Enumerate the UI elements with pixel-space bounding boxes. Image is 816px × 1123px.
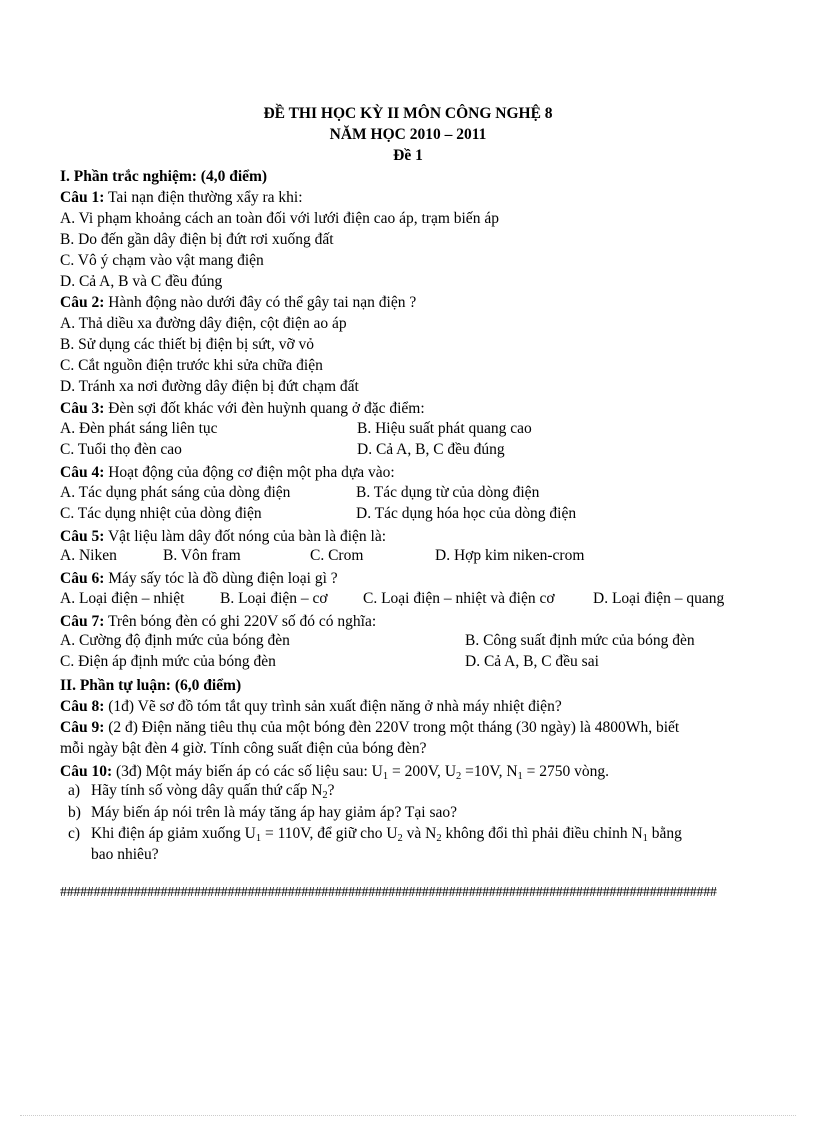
q10-a-marker: a)	[68, 782, 81, 799]
q5-option-c: C. Crom	[310, 547, 364, 564]
q1-option-b: B. Do đến gần dây điện bị đứt rơi xuống đất	[60, 231, 334, 248]
exam-variant: Đề 1	[393, 147, 423, 164]
q10-c-marker: c)	[68, 825, 81, 842]
q5-option-b: B. Vôn fram	[163, 547, 241, 564]
q7-option-c: C. Điện áp định mức của bóng đèn	[60, 653, 276, 670]
q3-option-b: B. Hiệu suất phát quang cao	[357, 420, 532, 437]
question-2: Câu 2: Hành động nào dưới đây có thể gây tai nạn điện ?	[60, 294, 417, 311]
question-3: Câu 3: Đèn sợi đốt khác với đèn huỳnh quang ở đặc điểm:	[60, 400, 425, 417]
q2-option-d: D. Tránh xa nơi đường dây điện bị đứt chạm đất	[60, 378, 359, 395]
q6-option-b: B. Loại điện – cơ	[220, 590, 328, 607]
footer-separator: ##################################################################################################	[60, 885, 717, 900]
q5-option-d: D. Hợp kim niken-crom	[435, 547, 585, 564]
q3-option-d: D. Cả A, B, C đều đúng	[357, 441, 505, 458]
q3-option-c: C. Tuổi thọ đèn cao	[60, 441, 182, 458]
q1-option-c: C. Vô ý chạm vào vật mang điện	[60, 252, 264, 269]
section2-title: II. Phần tự luận: (6,0 điểm)	[60, 677, 242, 694]
q6-option-c: C. Loại điện – nhiệt và điện cơ	[363, 590, 555, 607]
q7-option-a: A. Cường độ định mức của bóng đèn	[60, 632, 290, 649]
question-9: Câu 9: (2 đ) Điện năng tiêu thụ của một bóng đèn 220V trong một tháng (30 ngày) là 4800Wh, biết	[60, 719, 680, 736]
q4-option-d: D. Tác dụng hóa học của dòng điện	[356, 505, 577, 522]
q10-c-text: Khi điện áp giảm xuống U1 = 110V, để giữ cho U2 và N2 không đổi thì phải điều chỉnh N1 bằng	[91, 825, 682, 844]
q1-option-d: D. Cả A, B và C đều đúng	[60, 273, 223, 290]
question-7: Câu 7: Trên bóng đèn có ghi 220V số đó có nghĩa:	[60, 613, 377, 630]
question-10: Câu 10: (3đ) Một máy biến áp có các số liệu sau: U1 = 200V, U2 =10V, N1 = 2750 vòng.	[60, 763, 610, 782]
q6-option-a: A. Loại điện – nhiệt	[60, 590, 185, 607]
question-6: Câu 6: Máy sấy tóc là đồ dùng điện loại gì ?	[60, 570, 338, 587]
q10-c-text-cont: bao nhiêu?	[91, 846, 159, 863]
q6-option-d: D. Loại điện – quang	[593, 590, 725, 607]
q10-b-text: Máy biến áp nói trên là máy tăng áp hay giảm áp? Tại sao?	[91, 804, 457, 821]
q1-option-a: A. Vi phạm khoảng cách an toàn đối với lưới điện cao áp, trạm biến áp	[60, 210, 499, 227]
q7-option-d: D. Cả A, B, C đều sai	[465, 653, 599, 670]
q4-option-b: B. Tác dụng từ của dòng điện	[356, 484, 540, 501]
exam-year: NĂM HỌC 2010 – 2011	[329, 126, 487, 143]
q10-a-text: Hãy tính số vòng dây quấn thứ cấp N2?	[91, 782, 335, 801]
section1-title: I. Phần trắc nghiệm: (4,0 điểm)	[60, 168, 268, 185]
q10-b-marker: b)	[68, 804, 81, 821]
q2-option-a: A. Thả diều xa đường dây điện, cột điện ao áp	[60, 315, 347, 332]
q4-option-a: A. Tác dụng phát sáng của dòng điện	[60, 484, 291, 501]
q5-option-a: A. Niken	[60, 547, 117, 564]
question-1: Câu 1: Tai nạn điện thường xẩy ra khi:	[60, 189, 303, 206]
q2-option-c: C. Cắt nguồn điện trước khi sửa chữa điện	[60, 357, 323, 374]
q3-option-a: A. Đèn phát sáng liên tục	[60, 420, 218, 437]
question-9-cont: mỗi ngày bật đèn 4 giờ. Tính công suất điện của bóng đèn?	[60, 740, 427, 757]
question-8: Câu 8: (1đ) Vẽ sơ đồ tóm tắt quy trình sản xuất điện năng ở nhà máy nhiệt điện?	[60, 698, 562, 715]
q4-option-c: C. Tác dụng nhiệt của dòng điện	[60, 505, 262, 522]
q7-option-b: B. Công suất định mức của bóng đèn	[465, 632, 695, 649]
question-5: Câu 5: Vật liệu làm dây đốt nóng của bàn là điện là:	[60, 528, 387, 545]
page-bottom-rule	[20, 1115, 796, 1116]
question-4: Câu 4: Hoạt động của động cơ điện một pha dựa vào:	[60, 464, 395, 481]
q2-option-b: B. Sử dụng các thiết bị điện bị sứt, vỡ vỏ	[60, 336, 315, 353]
exam-title: ĐỀ THI HỌC KỲ II MÔN CÔNG NGHỆ 8	[263, 105, 553, 122]
